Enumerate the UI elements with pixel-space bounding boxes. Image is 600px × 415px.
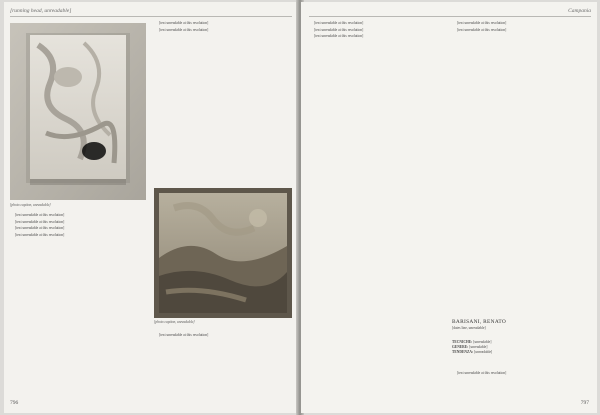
meta-label: TECNICHE: [452,340,473,344]
right-column-2 [452,21,588,313]
meta-value: [unreadable] [473,340,492,344]
paragraph: [text unreadable at this resolution] [457,27,507,32]
paragraph: [text unreadable at this resolution] [314,27,364,32]
right-running-head: Campania [309,7,591,17]
paragraph: [text unreadable at this resolution] [15,219,65,224]
relief-photo [10,23,146,200]
relief-artwork-image [10,23,146,200]
meta-row-tendency [452,350,588,355]
artist-entry-meta [452,340,588,355]
artist-entry-name: BARISANI, RENATO [452,319,507,325]
left-running-head: [running head, unreadable] [10,7,292,17]
relief-photo-caption: [photo caption, unreadable] [10,203,51,207]
meta-label: TENDENZA: [452,350,474,355]
paragraph: [text unreadable at this resolution] [159,21,209,25]
paragraph: [text unreadable at this resolution] [159,333,209,337]
meta-row-techniques [452,340,588,345]
left-page-number: 796 [10,400,19,406]
artist-entry-dates: [dates line, unreadable] [452,326,486,330]
paragraph: [text unreadable at this resolution] [314,34,364,39]
landscape-artwork-image [154,188,292,318]
paragraph: [text unreadable at this resolution] [15,213,65,217]
paragraph: [text unreadable at this resolution] [15,226,65,231]
left-column-1 [10,213,146,397]
right-page [301,2,597,413]
meta-label: GENERE: [452,345,469,350]
landscape-photo [154,188,292,318]
artist-entry-body [452,371,588,401]
right-column-1 [309,21,445,399]
paragraph: [text unreadable at this resolution] [159,27,209,32]
meta-value: [unreadable] [469,345,488,350]
paragraph: [text unreadable at this resolution] [457,371,507,375]
right-page-number: 797 [580,400,589,406]
left-page [4,2,298,413]
landscape-photo-caption: [photo caption, unreadable] [154,320,195,324]
left-column-2 [154,21,292,184]
meta-value: [unreadable] [474,350,493,355]
paragraph: [text unreadable at this resolution] [314,21,364,25]
paragraph: [text unreadable at this resolution] [15,232,65,237]
left-column-2-tail [154,333,292,397]
paragraph: [text unreadable at this resolution] [457,21,507,25]
meta-row-genre [452,345,588,350]
